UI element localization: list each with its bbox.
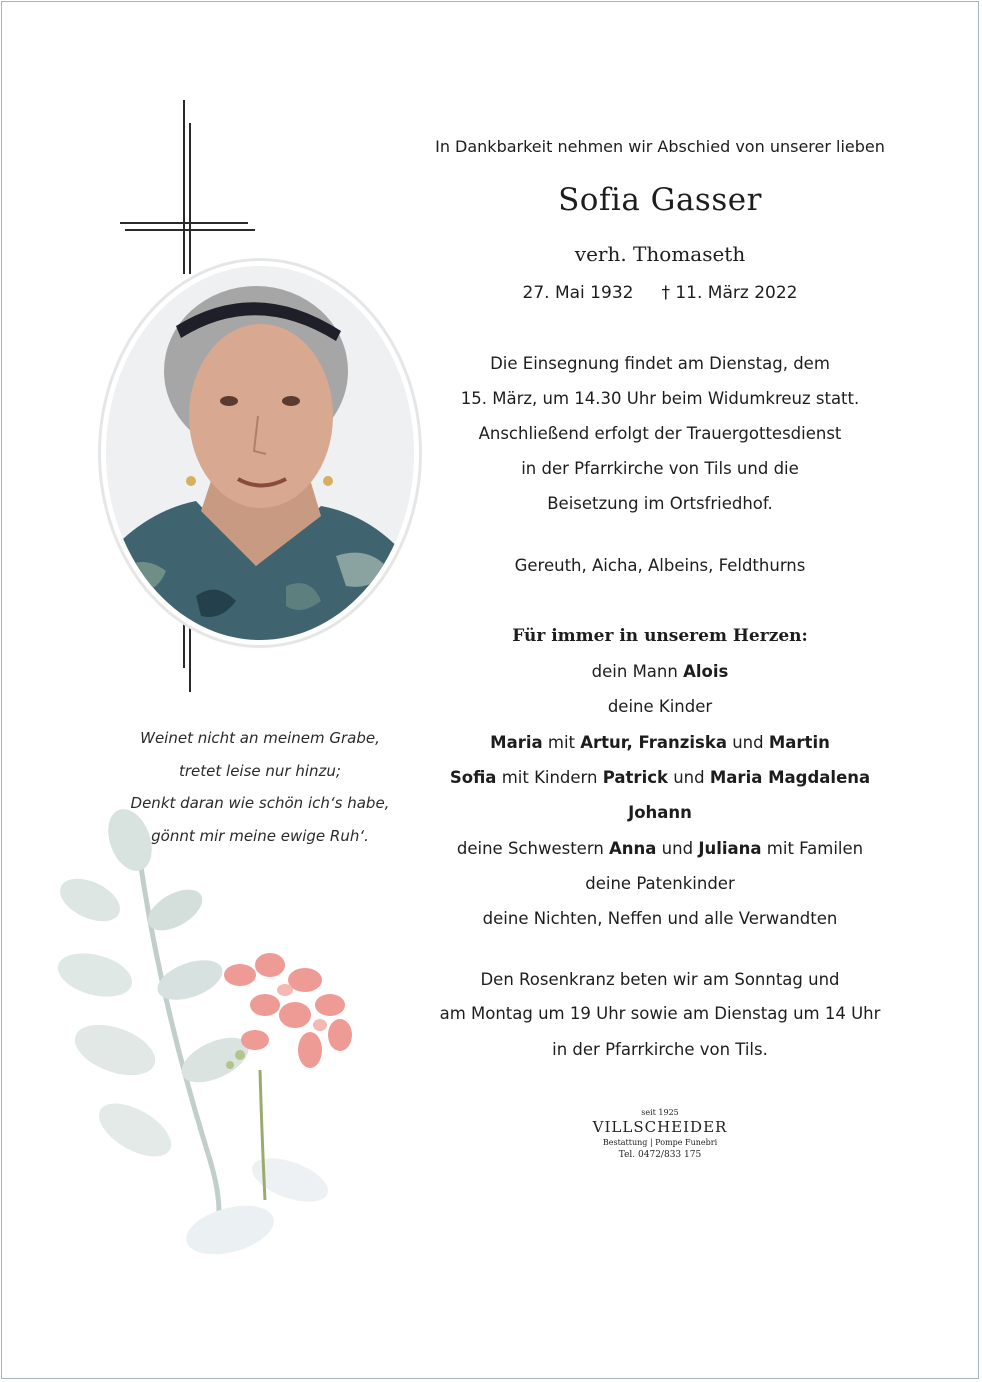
mourner-line: deine Nichten, Neffen und alle Verwandten [482,909,838,928]
mourner-line: deine Patenkinder [585,874,735,893]
ceremony-line: Anschließend erfolgt der Trauergottesdienst [478,424,842,443]
ceremony-line: Beisetzung im Ortsfriedhof. [547,494,773,513]
logo-name: VILLSCHEIDER [592,1118,728,1136]
intro-text: In Dankbarkeit nehmen wir Abschied von unserer lieben [435,137,885,156]
birth-date: 27. Mai 1932 [522,283,634,303]
life-dates [400,283,920,303]
mourner-line: dein Mann Alois [591,662,729,681]
poem-line: Denkt daran wie schön ich‘s habe, [130,794,390,812]
mourner-line: deine Schwestern Anna und Juliana mit Familen [456,839,864,858]
rosary-line: am Montag um 19 Uhr sowie am Dienstag um 14 Uhr [439,1004,881,1023]
portrait-photo [106,266,414,640]
flower-illustration [40,800,380,1300]
rosary-line: Den Rosenkranz beten wir am Sonntag und [480,970,840,989]
places-text: Gereuth, Aicha, Albeins, Feldthurns [514,556,806,575]
logo-since: seit 1925 [641,1108,679,1117]
mourners-heading: Für immer in unserem Herzen: [512,626,808,646]
mourner-line: Johann [628,803,692,822]
ceremony-line: in der Pfarrkirche von Tils und die [521,459,799,478]
logo-phone: Tel. 0472/833 175 [618,1150,702,1160]
poem-line: Weinet nicht an meinem Grabe, [140,729,380,747]
poem-line: gönnt mir meine ewige Ruh‘. [151,826,369,845]
death-date: † 11. März 2022 [661,283,798,303]
poem-line: tretet leise nur hinzu; [179,761,341,780]
logo-tagline: Bestattung | Pompe Funebri [602,1138,718,1147]
ceremony-line: Die Einsegnung findet am Dienstag, dem [490,354,830,373]
ceremony-line: 15. März, um 14.30 Uhr beim Widumkreuz statt. [460,389,860,408]
mourner-line: Sofia mit Kindern Patrick und Maria Magdalena [449,768,871,787]
deceased-name: Sofia Gasser [558,182,762,218]
funeral-home-logo [560,1108,760,1162]
rosary-line: in der Pfarrkirche von Tils. [552,1040,768,1059]
married-name: verh. Thomaseth [574,242,746,266]
mourner-line: Maria mit Artur, Franziska und Martin [490,733,830,752]
mourner-line: deine Kinder [607,697,713,716]
